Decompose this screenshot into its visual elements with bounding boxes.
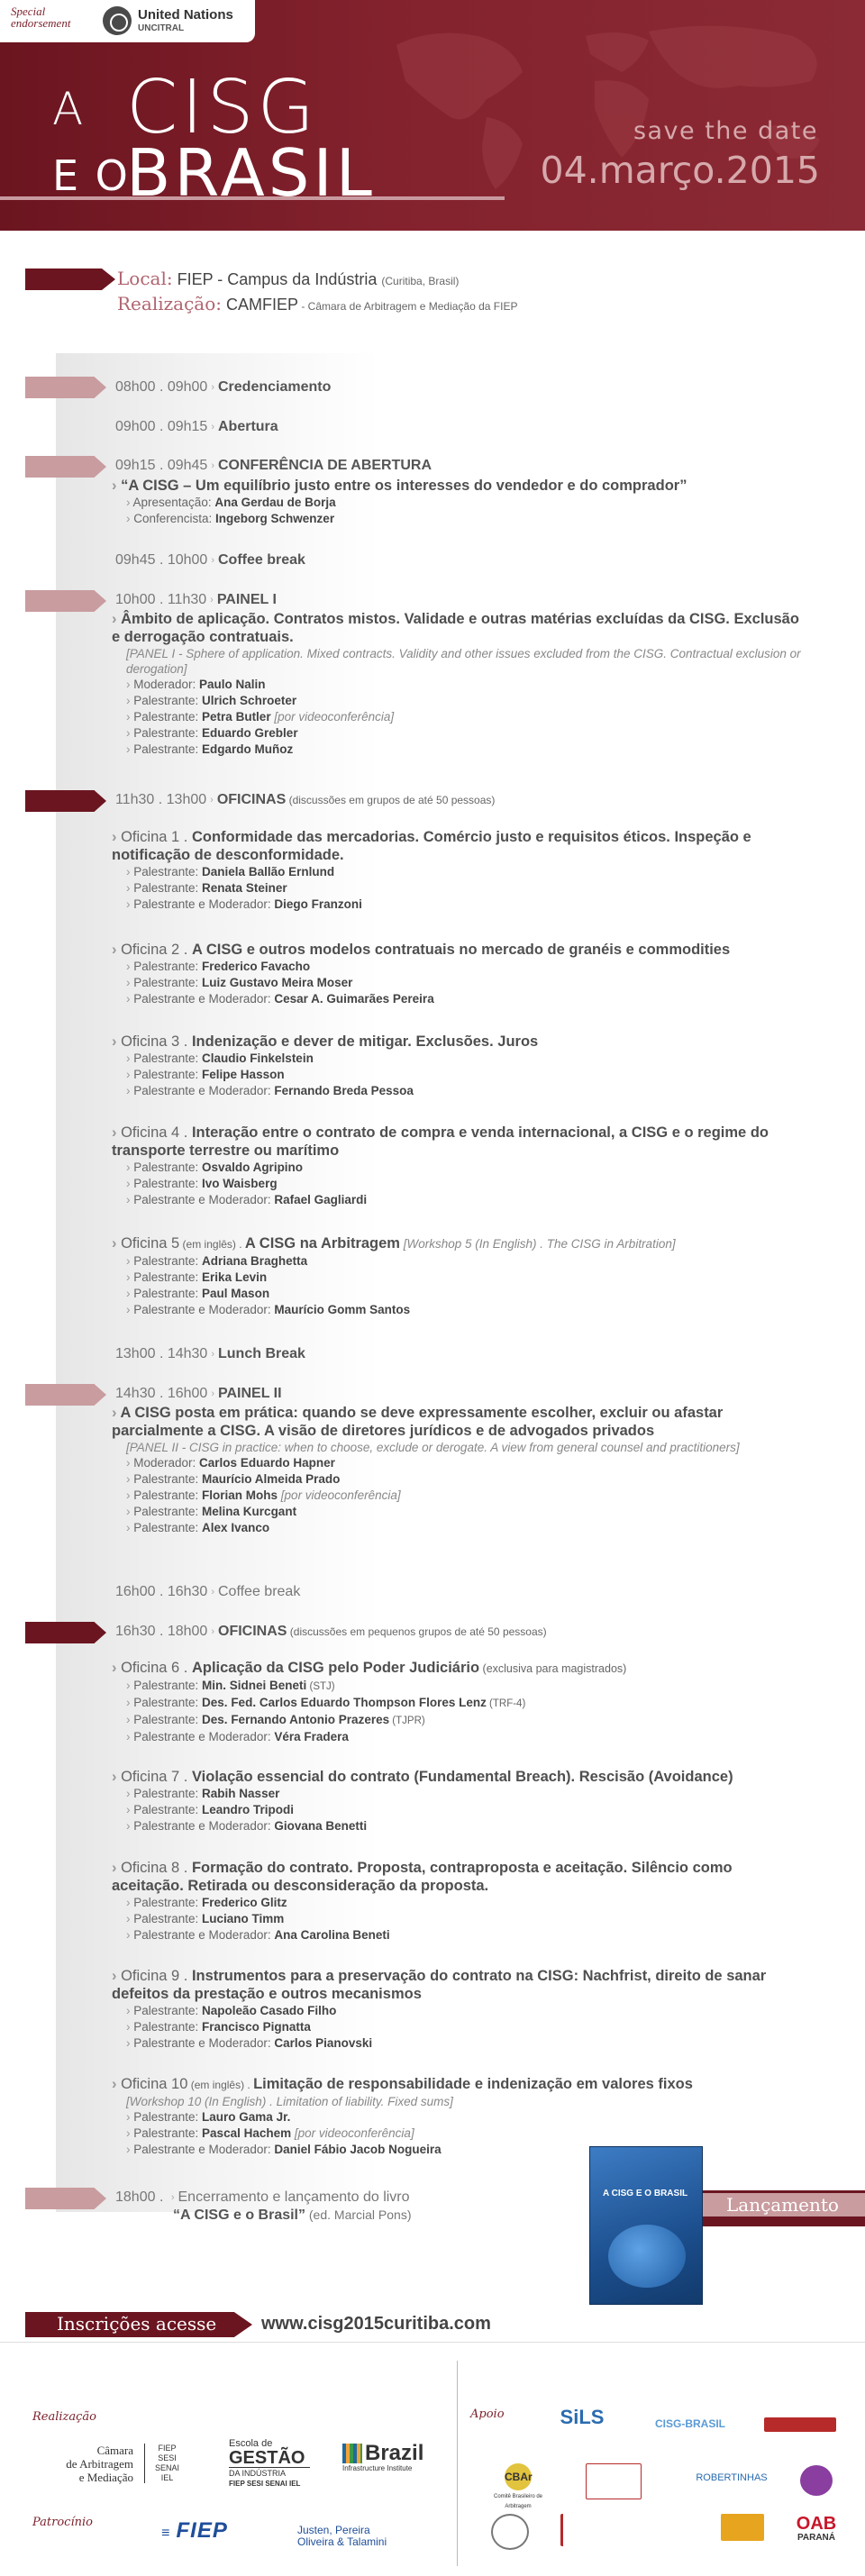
un-emblem-icon bbox=[103, 6, 132, 35]
schedule-item: 09h45 . 10h00 › Coffee break bbox=[115, 552, 305, 568]
oficina-4: › Oficina 4 . Interação entre o contrato de compra e venda internacional, a CISG e o regime do transporte terrestre ou marítimo › Palestrante: Osvaldo Agripino › Palestrante: Ivo Waisberg › Palestrante e Moderador: Rafael Gagliardi bbox=[112, 1124, 806, 1208]
time-tab bbox=[25, 377, 106, 398]
time-tab bbox=[25, 1384, 106, 1406]
partner-logo bbox=[721, 2514, 764, 2541]
partner-logo bbox=[586, 2463, 642, 2499]
event-date: 04.março.2015 bbox=[540, 149, 820, 192]
realizacao-line: Realização: CAMFIEP - Câmara de Arbitragem e Mediação da FIEP bbox=[117, 293, 518, 314]
cisg-brasil-logo: CISG-BRASIL bbox=[655, 2417, 725, 2430]
oficina-8: › Oficina 8 . Formação do contrato. Proposta, contraproposta e aceitação. Silêncio como aceitação. Retirada ou desconsideração da proposta. › Palestrante: Frederico Glitz › Palestrante: Luciano Timm › Palestrante e Moderador: Ana Carolina Beneti bbox=[112, 1859, 806, 1943]
oficina-1: › Oficina 1 . Conformidade das mercadorias. Comércio justo e requisitos éticos. Inspeção e notificação de desconformidade. › Palestrante: Daniela Ballão Ernlund › Palestrante: Renata Steiner › Palestrante e Moderador: Diego Franzoni bbox=[112, 828, 806, 913]
realizacao-label: Realização bbox=[32, 2410, 97, 2424]
time-tab bbox=[25, 590, 106, 612]
oficina-3: › Oficina 3 . Indenização e dever de mitigar. Exclusões. Juros › Palestrante: Claudio Finkelstein › Palestrante: Felipe Hasson › Palestrante e Moderador: Fernando Breda Pessoa bbox=[112, 1033, 806, 1099]
robertinhas-logo: ROBERTINHAS bbox=[696, 2472, 768, 2483]
partner-seal-logo bbox=[491, 2514, 529, 2550]
panel-ii-details: › A CISG posta em prática: quando se deve expressamente escolher, excluir ou afastar parcialmente a CISG. A visão de diretores jurídicos e de advogados privados [PANEL II - CISG in practice: when to choose, exclude or derogate. A view from general counsel and practitioners] › Moderador: Carlos Eduardo Hapner › Palestrante: Maurício Almeida Prado › Palestrante: Florian Mohs [por videoconferência] › Palestrante: Melina Kurcgant › Palestrante: Alex Ivanco bbox=[112, 1404, 806, 1536]
brazil-infra-mark-icon bbox=[342, 2444, 362, 2463]
book-cover-image bbox=[589, 2146, 703, 2305]
endorsement-bar bbox=[0, 0, 255, 42]
launch-label: Lançamento bbox=[703, 2193, 865, 2216]
un-sub: UNCITRAL bbox=[138, 23, 185, 33]
apoio-label: Apoio bbox=[470, 2408, 505, 2421]
fiep-logo: ≡ FIEP bbox=[161, 2518, 228, 2543]
oab-logo: OAB PARANÁ bbox=[796, 2514, 837, 2543]
oficina-7: › Oficina 7 . Violação essencial do contrato (Fundamental Breach). Rescisão (Avoidance) › Palestrante: Rabih Nasser › Palestrante: Leandro Tripodi › Palestrante e Moderador: Giovana Benetti bbox=[112, 1768, 806, 1834]
schedule-item: 08h00 . 09h00 › Credenciamento bbox=[115, 379, 332, 395]
schedule-item: 13h00 . 14h30 › Lunch Break bbox=[115, 1346, 305, 1361]
escola-gestao-logo: Escola de GESTÃO DA INDÚSTRIA FIEP SESI SENAI IEL bbox=[229, 2438, 310, 2490]
patrocinio-label: Patrocínio bbox=[32, 2516, 93, 2529]
time-tab bbox=[25, 456, 106, 478]
local-line: Local: FIEP - Campus da Indústria (Curitiba, Brasil) bbox=[117, 268, 460, 289]
schedule-item: 16h00 . 16h30 › Coffee break bbox=[115, 1584, 301, 1599]
oficina-9: › Oficina 9 . Instrumentos para a preservação do contrato na CISG: Nachfrist, direito de sanar defeitos da prestação e outros mecanismos › Palestrante: Napoleão Casado Filho › Palestrante: Francisco Pignatta › Palestrante e Moderador: Carlos Pianovski bbox=[112, 1967, 806, 2052]
un-name: United Nations bbox=[138, 7, 233, 23]
panel-i-details: › Âmbito de aplicação. Contratos mistos. Validade e outras matérias excluídas da CISG. Exclusão e derrogação contratuais. [PANEL I - Sphere of application. Mixed contracts. Validity and other issues excluded from the CISG. Contractual exclusion or derogation] › Moderador: Paulo Nalin › Palestrante: Ulrich Schroeter › Palestrante: Petra Butler [por videoconferência] › Palestrante: Eduardo Grebler › Palestrante: Edgardo Muñoz bbox=[112, 610, 806, 758]
globe-icon bbox=[608, 2225, 686, 2288]
book-line: “A CISG e o Brasil” (ed. Marcial Pons) bbox=[173, 2207, 412, 2223]
conference-details: › “A CISG – Um equilíbrio justo entre os interesses do vendedor e do comprador” › Apresentação: Ana Gerdau de Borja › Conferencista: Ingeborg Schwenzer bbox=[112, 477, 806, 527]
schedule-item: 09h15 . 09h45 › CONFERÊNCIA DE ABERTURA bbox=[115, 458, 432, 473]
oficina-2: › Oficina 2 . A CISG e outros modelos contratuais no mercado de granéis e commodities › Palestrante: Frederico Favacho › Palestrante: Luiz Gustavo Meira Moser › Palestrante e Moderador: Cesar A. Guimarães Pereira bbox=[112, 941, 806, 1007]
justen-logo: Justen, Pereira Oliveira & Talamini bbox=[297, 2524, 387, 2548]
brazil-infra-logo: Brazil Infrastructure Institute bbox=[342, 2441, 424, 2472]
partner-logo bbox=[764, 2417, 836, 2432]
schedule-item: 16h30 . 18h00 › OFICINAS (discussões em pequenos grupos de até 50 pessoas) bbox=[115, 1624, 547, 1639]
partner-logo bbox=[560, 2514, 669, 2546]
schedule-item: 14h30 . 16h00 › PAINEL II bbox=[115, 1386, 282, 1401]
oficina-5: › Oficina 5 (em inglês) . A CISG na Arbitragem [Workshop 5 (In English) . The CISG in Arbitration] › Palestrante: Adriana Braghetta › Palestrante: Erika Levin › Palestrante: Paul Mason › Palestrante e Moderador: Maurício Gomm Santos bbox=[112, 1234, 806, 1318]
schedule-item: 11h30 . 13h00 › OFICINAS (discussões em grupos de até 50 pessoas) bbox=[115, 792, 496, 807]
oficina-10: › Oficina 10 (em inglês) . Limitação de responsabilidade e indenização em valores fixos [Workshop 10 (In English) . Limitation of liability. Fixed sums] › Palestrante: Lauro Gama Jr. › Palestrante: Pascal Hachem [por videoconferência] › Palestrante e Moderador: Daniel Fábio Jacob Nogueira bbox=[112, 2075, 806, 2158]
local-tab bbox=[25, 269, 115, 290]
oficina-6: › Oficina 6 . Aplicação da CISG pelo Poder Judiciário (exclusiva para magistrados) › Palestrante: Min. Sidnei Beneti (STJ) › Palestrante: Des. Fed. Carlos Eduardo Thompson Flores Lenz (TRF-4) › Palestrante: Des. Fernando Antonio Prazeres (TJPR) › Palestrante e Moderador: Véra Fradera bbox=[112, 1659, 806, 1745]
title-a: A bbox=[52, 83, 86, 135]
book-title: A CISG E O BRASIL bbox=[603, 2189, 688, 2198]
time-tab bbox=[25, 2188, 106, 2209]
schedule-item: 18h00 . › Encerramento e lançamento do livro bbox=[115, 2189, 410, 2205]
sils-logo: SiLS bbox=[560, 2406, 605, 2428]
registration-label: Inscrições acesse bbox=[57, 2313, 217, 2335]
fiep-column-logo: FIEP SESI SENAI IEL bbox=[144, 2444, 186, 2483]
time-tab bbox=[25, 1622, 106, 1643]
registration-link[interactable]: www.cisg2015curitiba.com bbox=[261, 2314, 491, 2334]
partner-logo bbox=[800, 2465, 833, 2496]
camara-logo: Câmara de Arbitragem e Mediação bbox=[66, 2444, 133, 2484]
endorsement-label: Special endorsement bbox=[11, 5, 71, 30]
title-eo: E O bbox=[52, 151, 130, 200]
title-cisg: CISG bbox=[126, 65, 319, 150]
time-tab bbox=[25, 790, 106, 812]
schedule-item: 10h00 . 11h30 › PAINEL I bbox=[115, 592, 277, 607]
footer-divider bbox=[457, 2361, 458, 2566]
save-the-date: save the date bbox=[633, 117, 818, 145]
cbar-logo: CBAr Comitê Brasileiro de Arbitragem bbox=[490, 2463, 546, 2512]
schedule-item: 09h00 . 09h15 › Abertura bbox=[115, 419, 278, 434]
title-brasil: BRASIL bbox=[126, 135, 376, 211]
